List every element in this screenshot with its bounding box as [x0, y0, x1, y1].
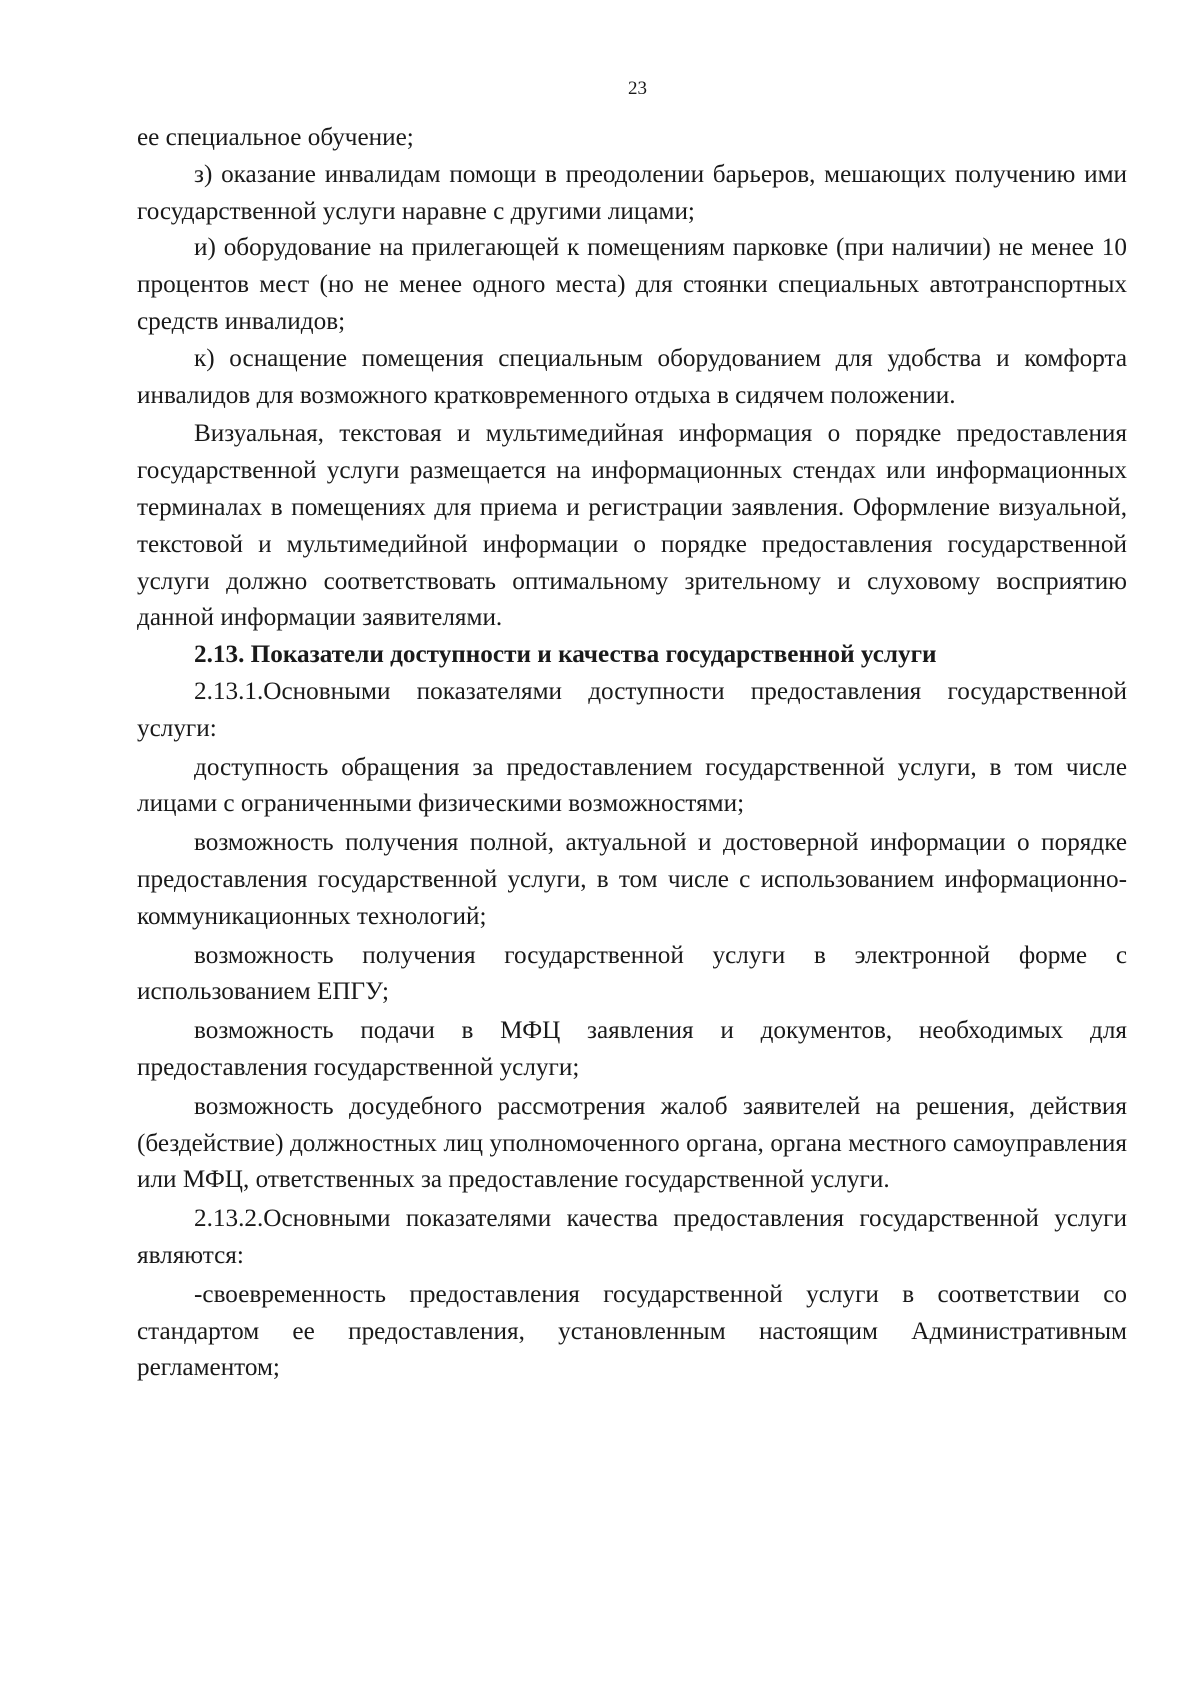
paragraph: доступность обращения за предоставлением государственной услуги, в том числе лицами с ограниченными физическими возможностями;: [137, 753, 1127, 818]
paragraph: Визуальная, текстовая и мультимедийная информация о порядке предоставления государственной услуги размещается на информационных стендах или информационных терминалах в помещениях для приема и регистрации заявления. Оформление визуальной, текстовой и мультимедийной информации о порядке предоставления государственной услуги должно соответствовать оптимальному зрительному и слуховому восприятию данной информации заявителями.: [137, 420, 1127, 632]
paragraph: возможность подачи в МФЦ заявления и документов, необходимых для предоставления государственной услуги;: [137, 1017, 1127, 1081]
paragraph: 2.13.2.Основными показателями качества предоставления государственной услуги являются:: [137, 1205, 1127, 1269]
paragraph: -своевременность предоставления государственной услуги в соответствии со стандартом ее предоставления, установленным настоящим Административным регламентом;: [137, 1280, 1127, 1382]
paragraph: возможность досудебного рассмотрения жалоб заявителей на решения, действия (бездействие) должностных лиц уполномоченного органа, органа местного самоуправления или МФЦ, ответственных за предоставление государственной услуги.: [137, 1092, 1127, 1194]
page-number: 23: [628, 78, 647, 99]
paragraph: возможность получения полной, актуальной и достоверной информации о порядке предоставления государственной услуги, в том числе с использованием информационно-коммуникационных технологий;: [137, 829, 1127, 930]
paragraph: к) оснащение помещения специальным оборудованием для удобства и комфорта инвалидов для возможного кратковременного отдыха в сидячем положении.: [137, 344, 1127, 409]
paragraph: ее специальное обучение;: [137, 124, 414, 151]
paragraph: з) оказание инвалидам помощи в преодолении барьеров, мешающих получению ими государственной услуги наравне с другими лицами;: [137, 160, 1127, 225]
document-body: [137, 120, 1127, 1387]
paragraph: 2.13.1.Основными показателями доступности предоставления государственной услуги:: [137, 677, 1127, 742]
paragraph: и) оборудование на прилегающей к помещениям парковке (при наличии) не менее 10 процентов мест (но не менее одного места) для стоянки специальных автотранспортных средств инвалидов;: [137, 234, 1127, 335]
paragraph: возможность получения государственной услуги в электронной форме с использованием ЕПГУ;: [137, 941, 1127, 1006]
section-heading: 2.13. Показатели доступности и качества государственной услуги: [194, 641, 937, 669]
